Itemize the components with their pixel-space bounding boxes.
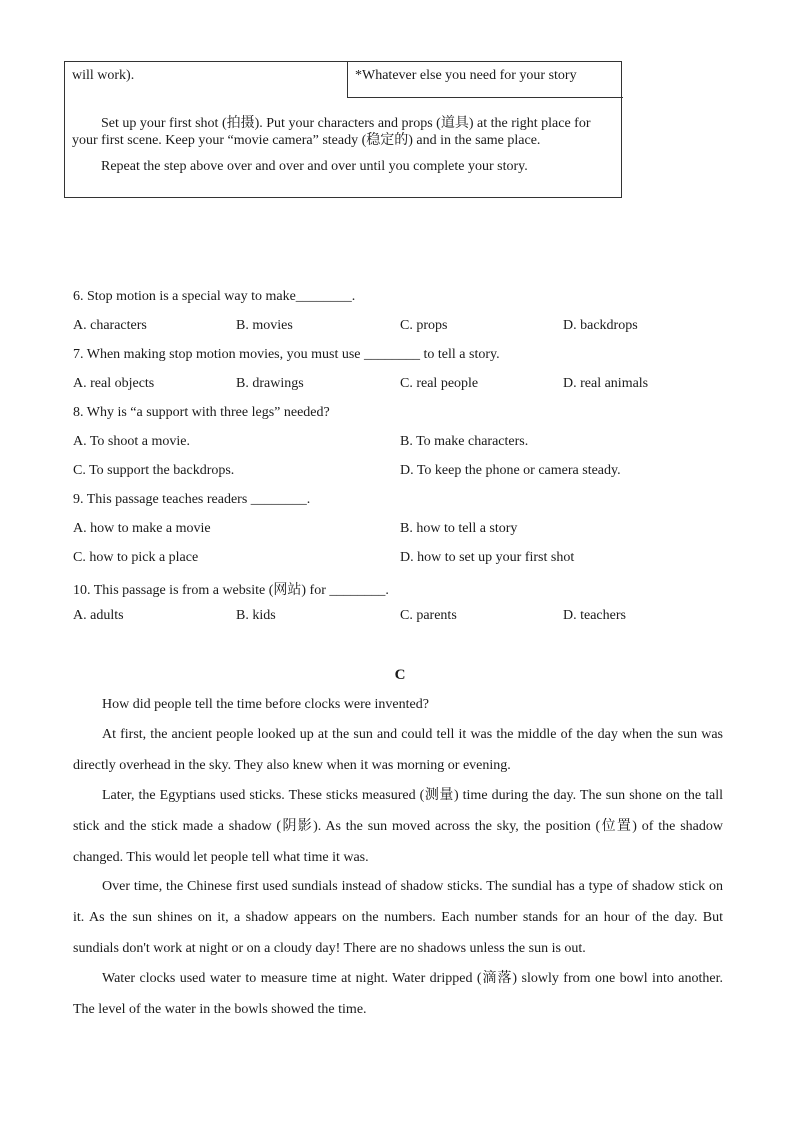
option: D. how to set up your first shot: [400, 550, 575, 565]
passage-paragraph: How did people tell the time before clocks were invented?: [102, 697, 429, 712]
question-6: 6. Stop motion is a special way to make________.: [73, 289, 356, 304]
option: A. adults: [73, 608, 124, 623]
box-top-right-text: *Whatever else you need for your story: [355, 68, 577, 83]
option: D. real animals: [563, 376, 649, 391]
option: C. props: [400, 318, 448, 333]
question-8: 8. Why is “a support with three legs” needed?: [73, 405, 330, 420]
section-heading: C: [394, 667, 406, 683]
box-top-left-text: will work).: [72, 68, 135, 83]
option: B. kids: [236, 608, 276, 623]
option: B. movies: [236, 318, 293, 333]
box-divider: [347, 62, 348, 98]
option: D. To keep the phone or camera steady.: [400, 463, 621, 478]
passage-paragraph: Water clocks used water to measure time at night. Water dripped (滴落) slowly from one bowl into another. The level of the water in the bowls showed the time.: [73, 971, 723, 1017]
option: A. To shoot a movie.: [73, 434, 190, 449]
instructions-box: [64, 61, 622, 198]
question-7: 7. When making stop motion movies, you must use ________ to tell a story.: [73, 347, 500, 362]
passage-paragraph: Later, the Egyptians used sticks. These sticks measured (测量) time during the day. The sun shone on the tall stick and the stick made a shadow (阴影). As the sun moved across the sky, the position (位置) of the shadow changed. This would let people tell what time it was.: [73, 788, 723, 865]
box-paragraph: Set up your first shot (拍摄). Put your characters and props (道具) at the right place for your first scene. Keep your “movie camera” steady (稳定的) and in the same place.: [72, 116, 591, 148]
option: B. how to tell a story: [400, 521, 518, 536]
option: B. drawings: [236, 376, 304, 391]
option: C. real people: [400, 376, 479, 391]
option: C. parents: [400, 608, 457, 623]
option: C. how to pick a place: [73, 550, 199, 565]
box-divider: [347, 97, 623, 98]
question-10: 10. This passage is from a website (网站) for ________.: [73, 583, 389, 598]
option: A. how to make a movie: [73, 521, 211, 536]
option: D. teachers: [563, 608, 626, 623]
option: A. real objects: [73, 376, 155, 391]
passage-paragraph: At first, the ancient people looked up at the sun and could tell it was the middle of the day when the sun was directly overhead in the sky. They also knew when it was morning or evening.: [73, 727, 723, 773]
option: D. backdrops: [563, 318, 638, 333]
box-paragraph: Repeat the step above over and over and over until you complete your story.: [101, 159, 528, 174]
option: A. characters: [73, 318, 147, 333]
option: B. To make characters.: [400, 434, 529, 449]
question-9: 9. This passage teaches readers ________.: [73, 492, 311, 507]
passage-paragraph: Over time, the Chinese first used sundials instead of shadow sticks. The sundial has a type of shadow stick on it. As the sun shines on it, a shadow appears on the numbers. Each number stands for an hour of the day. But sundials don't work at night or on a cloudy day! There are no shadows unless the sun is out.: [73, 879, 723, 956]
option: C. To support the backdrops.: [73, 463, 235, 478]
